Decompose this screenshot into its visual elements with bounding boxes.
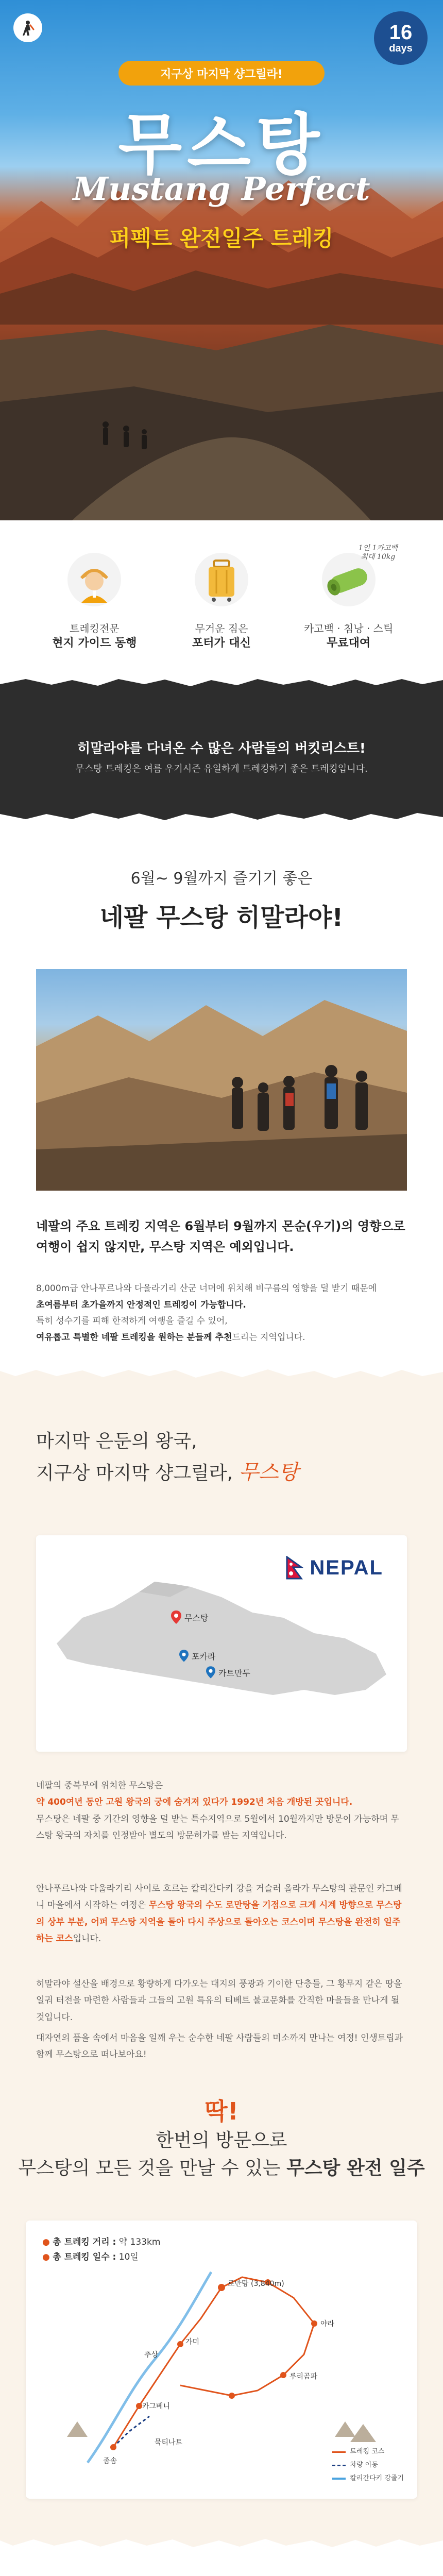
benefit-porter-line1: 무거운 짐은 xyxy=(195,622,248,635)
nepal-flag-label xyxy=(286,1556,383,1580)
blue-pin-icon xyxy=(206,1666,215,1679)
section2-para4: 대자연의 품을 속에서 마음을 일깨 우는 순수한 네팔 사람들의 미소까지 만나는 여정! 인생트립과 함께 무스탕으로 떠나보아요! xyxy=(36,2033,403,2060)
legend-label: 칼리간다키 강줄기 xyxy=(350,2475,404,2482)
country-name: NEPAL xyxy=(310,1556,383,1579)
distance-label: 총 트레킹 거리 : xyxy=(53,2237,116,2247)
section2-para2-end: 입니다. xyxy=(73,1933,101,1944)
hero-title: 무스탕 xyxy=(118,107,325,183)
hiker-logo-icon xyxy=(18,18,38,38)
benefit-rental-line2: 무료대여 xyxy=(327,637,371,650)
place-ghami: 가미 xyxy=(185,2338,200,2346)
nepal-map xyxy=(36,1535,407,1752)
legend-label: 차량 이동 xyxy=(350,2461,378,2469)
benefit-guide-line2: 현지 가이드 동행 xyxy=(52,637,137,650)
map-pin-label: 무스탕 xyxy=(184,1613,209,1623)
callout-line1: 한번의 방문으로 xyxy=(156,2130,287,2151)
band-headline: 히말라야를 다녀온 수 많은 사람들의 버킷리스트! xyxy=(77,741,366,756)
place-lomanthang: 로만탕 (3,840m) xyxy=(228,2280,284,2288)
map-pin-label: 포카라 xyxy=(192,1651,216,1662)
section2-para2-text: 안나푸르나와 다울라기리 사이로 흐르는 칼리간다키 강을 거슬러 올라가 무스탕의 관문인 카그베니 마을에서 시작하는 여정은 xyxy=(36,1884,402,1911)
section2-para1-end: 무스탕은 네팔 중 기간의 영향을 덜 받는 특수지역으로 5월에서 10월까지만 방문이 가능하며 무스탕 왕국의 자치를 인정받아 별도의 방문허가를 받는 지역입니다. xyxy=(36,1814,399,1841)
days-label: 총 트레킹 일수 : xyxy=(53,2251,116,2262)
callout-line2 xyxy=(0,2155,443,2182)
brand-logo[interactable] xyxy=(13,13,42,42)
days-value: 10일 xyxy=(118,2251,139,2262)
map-pin-mustang[interactable] xyxy=(171,1611,208,1624)
benefit-rental-line1: 카고백 · 침낭 · 스틱 xyxy=(303,622,394,635)
place-jomsom: 좀솜 xyxy=(103,2457,117,2465)
distance-value: 약 133km xyxy=(118,2237,161,2247)
section-summer-trekking xyxy=(0,824,443,1365)
distance-icon: ● xyxy=(42,2237,50,2247)
section-shangrila xyxy=(0,1365,443,2535)
torn-edge-bottom xyxy=(0,811,443,824)
days-unit: days xyxy=(389,43,413,54)
place-luri-gompa: 루리곰파 xyxy=(289,2372,318,2381)
legend-item-vehicle xyxy=(332,2459,404,2472)
map-pin-label: 카트만두 xyxy=(218,1668,250,1678)
section-full-circuit xyxy=(0,2535,443,2576)
section2-callout xyxy=(0,2093,443,2182)
map-pin-kathmandu[interactable] xyxy=(206,1666,250,1679)
hero-banner xyxy=(0,0,443,520)
section1-p1-bold: 초여름부터 초가을까지 안정적인 트레킹이 가능합니다. xyxy=(36,1299,246,1310)
red-pin-icon xyxy=(171,1611,181,1624)
place-yara: 야라 xyxy=(320,2320,335,2328)
nepal-flag-icon xyxy=(286,1556,303,1580)
band-subline: 무스탕 트레킹은 여름 우기시즌 유일하게 트레킹하기 좋은 트레킹입니다. xyxy=(75,764,368,774)
section2-heading-accent: 무스탕 xyxy=(238,1460,299,1484)
callout-line2-bold: 무스탕 완전 일주 xyxy=(286,2158,425,2179)
guide-person-icon xyxy=(66,551,123,608)
section1-heading-small: 6월~ 9월까지 즐기기 좋은 xyxy=(130,870,313,888)
section2-para2-bold: 무스탕 왕국의 수도 로만탕을 기점으로 크게 시계 방향으로 무스탕의 상부 부분, 어퍼 무스탕 지역을 돌아 다시 주상으로 돌아오는 코스이며 무스탕을 완전히 일주하는 코스 xyxy=(36,1900,402,1944)
benefit-guide-line1: 트레킹전문 xyxy=(70,622,120,635)
torn-edge-top xyxy=(0,675,443,688)
section2-para2 xyxy=(36,1880,407,1947)
tagline-pill: 지구상 마지막 샹그릴라! xyxy=(118,61,325,86)
trekkers-photo xyxy=(36,969,407,1191)
legend-item-trekking xyxy=(332,2445,404,2459)
hero-subtitle: 퍼펙트 완전일주 트레킹 xyxy=(109,226,334,251)
section1-p2-bold: 여유롭고 특별한 네팔 트레킹을 원하는 분들께 추천 xyxy=(36,1332,232,1343)
route-legend xyxy=(332,2445,404,2485)
route-map xyxy=(26,2221,417,2499)
section2-para3: 히말라야 설산을 배경으로 황량하게 다가오는 대지의 풍광과 기이한 단층들, 그 황무지 같은 땅을 일궈 터전을 마련한 사람들과 그들의 고원 특유의 티베트 불교문화를 간직한 마을들을 만나게 될 것입니다. xyxy=(36,1979,402,2023)
valley-terrain-graphic xyxy=(0,309,443,520)
hero-script-title: Mustang Perfect xyxy=(73,170,370,208)
bucketlist-band xyxy=(0,675,443,824)
map-pin-pokhara[interactable] xyxy=(179,1650,215,1662)
torn-edge xyxy=(0,1365,443,1380)
benefits-row xyxy=(0,520,443,675)
section1-p2-end: 드리는 지역입니다. xyxy=(232,1332,305,1343)
days-number: 16 xyxy=(389,21,413,44)
legend-label: 트레킹 코스 xyxy=(350,2448,385,2455)
place-kagbeni: 카그베니 xyxy=(142,2402,171,2411)
callout-line2-pre: 무스탕의 모든 것을 만날 수 있는 xyxy=(18,2158,281,2179)
benefit-rental xyxy=(292,551,405,675)
suitcase-icon xyxy=(193,551,250,608)
handwritten-note: 1인 1카고백 최대 10kg xyxy=(358,544,398,561)
section2-heading xyxy=(36,1427,298,1488)
section2-para1 xyxy=(36,1777,407,1844)
benefit-porter-line2: 포터가 대신 xyxy=(192,637,251,650)
legend-item-river xyxy=(332,2472,404,2485)
section1-p1: 8,000m급 안나푸르나와 다울라기리 산군 너머에 위치해 비구름의 영향을 덜 받기 때문에 xyxy=(36,1283,377,1294)
section2-heading-line2: 지구상 마지막 샹그릴라, xyxy=(36,1462,233,1484)
callout-exclaim: 딱! xyxy=(205,2097,238,2125)
section2-heading-line1: 마지막 은둔의 왕국, xyxy=(36,1431,197,1452)
place-chusang: 추상 xyxy=(144,2351,159,2359)
place-muktinath: 묵티나트 xyxy=(155,2438,183,2447)
torn-edge xyxy=(0,2534,443,2550)
section2-para1-bold: 약 400여년 동안 고원 왕국의 궁에 숨겨져 있다가 1992년 처음 개방된 곳입니다. xyxy=(36,1797,353,1808)
benefit-guide xyxy=(38,551,151,675)
section2-para1-text: 네팔의 중북부에 위치한 무스탕은 xyxy=(36,1781,163,1791)
days-badge xyxy=(374,11,428,65)
blue-pin-icon xyxy=(179,1650,189,1662)
benefit-porter xyxy=(165,551,278,675)
section1-p2: 특히 성수기를 피해 한적하게 여행을 즐길 수 있어, xyxy=(36,1316,228,1327)
section1-lead: 네팔의 주요 트레킹 지역은 6월부터 9월까지 몬순(우기)의 영향으로 여행이 쉽지 않지만, 무스탕 지역은 예외입니다. xyxy=(36,1219,405,1254)
section1-paragraph xyxy=(36,1281,407,1346)
section1-heading-big: 네팔 무스탕 히말라야! xyxy=(99,903,344,932)
days-icon: ● xyxy=(42,2251,50,2262)
